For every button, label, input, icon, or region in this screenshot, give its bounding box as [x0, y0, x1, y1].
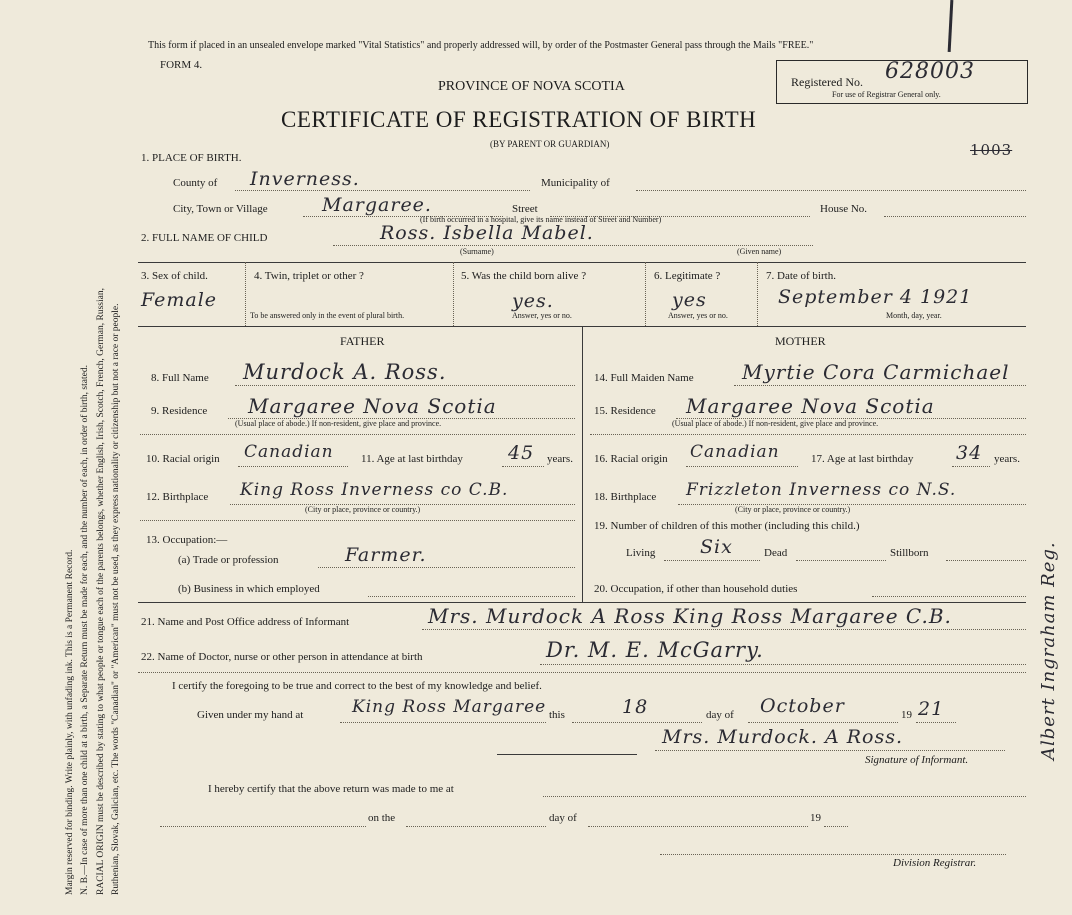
mother-age-value: 34 [956, 442, 983, 464]
father-birthplace-label: 12. Birthplace [146, 491, 209, 503]
place-section-label: 1. PLACE OF BIRTH. [141, 152, 242, 164]
margin-note-racial-2: Ruthenian, Slovak, Galician, etc. The words "Canadian" or "American" must not be used, as they express nationality or citizenship but not a race or people. [111, 303, 121, 895]
father-trade-value: Farmer. [345, 544, 427, 566]
mother-racial-label: 16. Racial origin [594, 453, 668, 465]
father-occupation-label: 13. Occupation:— [146, 534, 228, 546]
registrar-statement: I hereby certify that the above return was made to me at [208, 783, 454, 795]
father-business-label: (b) Business in which employed [178, 583, 320, 595]
informant-value: Mrs. Murdock A Ross King Ross Margaree C.B. [428, 604, 952, 628]
mother-dead-label: Dead [764, 547, 788, 559]
sex-value: Female [141, 289, 218, 311]
day-of-label: day of [706, 709, 734, 721]
father-birthplace-note: (City or place, province or country.) [305, 505, 421, 514]
father-racial-label: 10. Racial origin [146, 453, 220, 465]
mother-birthplace-note: (City or place, province or country.) [735, 505, 851, 514]
mother-residence-value: Margaree Nova Scotia [686, 394, 935, 418]
given-month-value: October [760, 695, 845, 717]
mother-birthplace-value: Frizzleton Inverness co N.S. [686, 480, 957, 500]
surname-note: (Surname) [460, 247, 494, 256]
province-heading: PROVINCE OF NOVA SCOTIA [438, 79, 625, 94]
ink-stroke [948, 0, 954, 52]
year-prefix: 19 [901, 709, 912, 721]
father-name-label: 8. Full Name [151, 372, 209, 384]
twin-note: To be answered only in the event of plural birth. [250, 311, 405, 320]
mother-name-label: 14. Full Maiden Name [594, 372, 694, 384]
informant-signature: Mrs. Murdock. A Ross. [662, 726, 904, 748]
registrar-note: For use of Registrar General only. [832, 90, 941, 99]
margin-note-binding: Margin reserved for binding. Write plainly, with unfading ink. This is a Permanent Record. [65, 549, 75, 895]
county-value: Inverness. [250, 168, 360, 190]
alive-note: Answer, yes or no. [512, 311, 572, 320]
sex-label: 3. Sex of child. [141, 270, 208, 282]
father-heading: FATHER [340, 334, 385, 348]
registered-label: Registered No. [791, 75, 863, 89]
mail-notice: This form if placed in an unsealed envelope marked "Vital Statistics" and properly addressed will, by order of the Postmaster General pass through the Mails "FREE." [148, 40, 814, 51]
informant-label: 21. Name and Post Office address of Informant [141, 616, 350, 628]
dob-value: September 4 1921 [778, 286, 973, 308]
father-age-label: 11. Age at last birthday [361, 453, 463, 465]
doctor-label: 22. Name of Doctor, nurse or other person in attendance at birth [141, 651, 423, 663]
given-place-value: King Ross Margaree [352, 697, 547, 717]
registrar-signature: Albert Ingraham Reg. [1038, 541, 1059, 760]
father-years-label: years. [547, 453, 573, 465]
legitimate-label: 6. Legitimate ? [654, 270, 721, 282]
county-label: County of [173, 177, 218, 189]
mother-birthplace-label: 18. Birthplace [594, 491, 657, 503]
mother-living-label: Living [626, 547, 656, 559]
father-racial-value: Canadian [244, 442, 334, 462]
mother-occupation-label: 20. Occupation, if other than household duties [594, 583, 798, 595]
city-value: Margaree. [322, 194, 432, 216]
division-registrar-label: Division Registrar. [893, 857, 977, 869]
father-residence-value: Margaree Nova Scotia [248, 394, 497, 418]
mother-living-value: Six [700, 536, 733, 558]
corner-number: 1003 [970, 141, 1013, 159]
registrar-day-of-label: day of [549, 812, 577, 824]
hospital-note: (If birth occurred in a hospital, give its name instead of Street and Number) [420, 215, 662, 224]
mother-residence-note: (Usual place of abode.) If non-resident, give place and province. [672, 419, 879, 428]
on-the-label: on the [368, 812, 396, 824]
alive-value: yes. [512, 290, 554, 312]
legitimate-note: Answer, yes or no. [668, 311, 728, 320]
given-day-value: 18 [622, 696, 649, 718]
mother-years-label: years. [994, 453, 1020, 465]
given-under-label: Given under my hand at [197, 709, 304, 721]
registered-number: 628003 [885, 59, 975, 84]
mother-stillborn-label: Stillborn [890, 547, 929, 559]
this-label: this [549, 709, 565, 721]
father-residence-label: 9. Residence [151, 405, 208, 417]
city-label: City, Town or Village [173, 203, 268, 215]
certify-statement: I certify the foregoing to be true and correct to the best of my knowledge and belief. [172, 680, 542, 692]
father-age-value: 45 [508, 442, 535, 464]
mother-residence-label: 15. Residence [594, 405, 656, 417]
alive-label: 5. Was the child born alive ? [461, 270, 587, 282]
father-birthplace-value: King Ross Inverness co C.B. [240, 480, 509, 500]
municipality-label: Municipality of [541, 177, 610, 189]
child-name-label: 2. FULL NAME OF CHILD [141, 232, 268, 244]
margin-note-racial-1: RACIAL ORIGIN must be described by stating to what people or tongue each of the parents belongs, whether English, Irish, Scotch, French, German, Russian, [96, 288, 106, 895]
father-trade-label: (a) Trade or profession [178, 554, 279, 566]
dob-note: Month, day, year. [886, 311, 942, 320]
signature-label: Signature of Informant. [865, 754, 969, 766]
doctor-value: Dr. M. E. McGarry. [546, 638, 764, 662]
certificate-subtitle: (BY PARENT OR GUARDIAN) [490, 139, 610, 149]
father-residence-note: (Usual place of abode.) If non-resident, give place and province. [235, 419, 442, 428]
child-name-value: Ross. Isbella Mabel. [380, 222, 594, 244]
mother-name-value: Myrtie Cora Carmichael [742, 360, 1010, 384]
mother-age-label: 17. Age at last birthday [811, 453, 914, 465]
legitimate-value: yes [672, 289, 707, 311]
mother-children-label: 19. Number of children of this mother (including this child.) [594, 520, 860, 532]
given-year-value: 21 [918, 698, 945, 720]
given-name-note: (Given name) [737, 247, 782, 256]
margin-note-nb: N. B.—In case of more than one child at a birth, a Separate Return must be made for each, and the number of each, in order of birth, stated. [80, 365, 90, 895]
form-number: FORM 4. [160, 59, 203, 71]
dob-label: 7. Date of birth. [766, 270, 836, 282]
certificate-title: CERTIFICATE OF REGISTRATION OF BIRTH [281, 107, 757, 132]
twin-label: 4. Twin, triplet or other ? [254, 270, 364, 282]
mother-racial-value: Canadian [690, 442, 780, 462]
registrar-year-label: 19 [810, 812, 821, 824]
house-label: House No. [820, 203, 868, 215]
mother-heading: MOTHER [775, 334, 826, 348]
street-label: Street [512, 203, 538, 215]
father-name-value: Murdock A. Ross. [243, 360, 447, 384]
